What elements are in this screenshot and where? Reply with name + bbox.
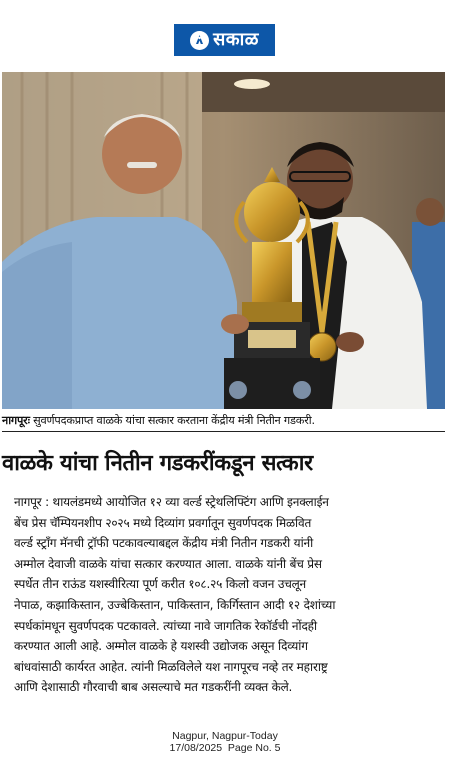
body-line: नागपूर : थायलंडमध्ये आयोजित १२ व्या वर्ल्ड स्ट्रेथलिफ्टिंग आणि इनक्लाईन <box>14 495 329 509</box>
publication-footer <box>0 730 450 754</box>
newspaper-masthead <box>174 24 275 56</box>
body-line: करण्यात आली आहे. अम्मोल वाळके हे यशस्वी उद्योजक असून दिव्यांग <box>14 639 308 654</box>
news-photo <box>2 72 445 409</box>
body-line: स्पर्धेत तीन राऊंड यशस्वीरित्या पूर्ण करीत १०८.२५ किलो वजन उचलून <box>14 577 307 592</box>
edition-line: Nagpur, Nagpur-Today <box>172 730 278 742</box>
body-line: आणि देशासाठी गौरवाची बाब असल्याचे मत गडकरींनी व्यक्त केले. <box>14 680 293 695</box>
caption-divider <box>2 431 445 432</box>
body-line: वर्ल्ड स्ट्राँग मॅनची ट्रॉफी पटकावल्याबद्दल केंद्रीय मंत्री नितीन गडकरी यांनी <box>14 536 314 551</box>
sakal-emblem-icon <box>190 31 209 50</box>
photo-caption <box>2 413 448 429</box>
article-body <box>14 492 448 698</box>
body-line: अम्मोल देवाजी वाळके यांचा सत्कार करण्यात आला. वाळके यांनी बेंच प्रेस <box>14 556 322 571</box>
caption-dateline: नागपूरः <box>2 414 30 427</box>
body-line: नेपाळ, कझाकिस्तान, उज्बेकिस्तान, पाकिस्तान, किर्गिस्तान आदी १२ देशांच्या <box>14 597 336 612</box>
body-line: बेंच प्रेस चॅम्पियनशीप २०२५ मध्ये दिव्यांग प्रवर्गातून सुवर्णपदक मिळवित <box>14 515 312 530</box>
caption-text: सुवर्णपदकप्राप्त वाळके यांचा सत्कार करताना केंद्रीय मंत्री नितीन गडकरी. <box>29 414 315 427</box>
newspaper-name: सकाळ <box>213 29 259 50</box>
body-line: बांधवांसाठी कार्यरत आहेत. त्यांनी मिळविलेले यश नागपूरच नव्हे तर महाराष्ट्र <box>14 659 328 674</box>
article-headline: वाळके यांचा नितीन गडकरींकडून सत्कार <box>2 451 313 476</box>
body-line: स्पर्धकांमधून सुवर्णपदक पटकावले. त्यांच्या नावे जागतिक रेकॉर्डची नोंदही <box>14 618 317 633</box>
date-page-line: 17/08/2025 Page No. 5 <box>169 742 281 754</box>
